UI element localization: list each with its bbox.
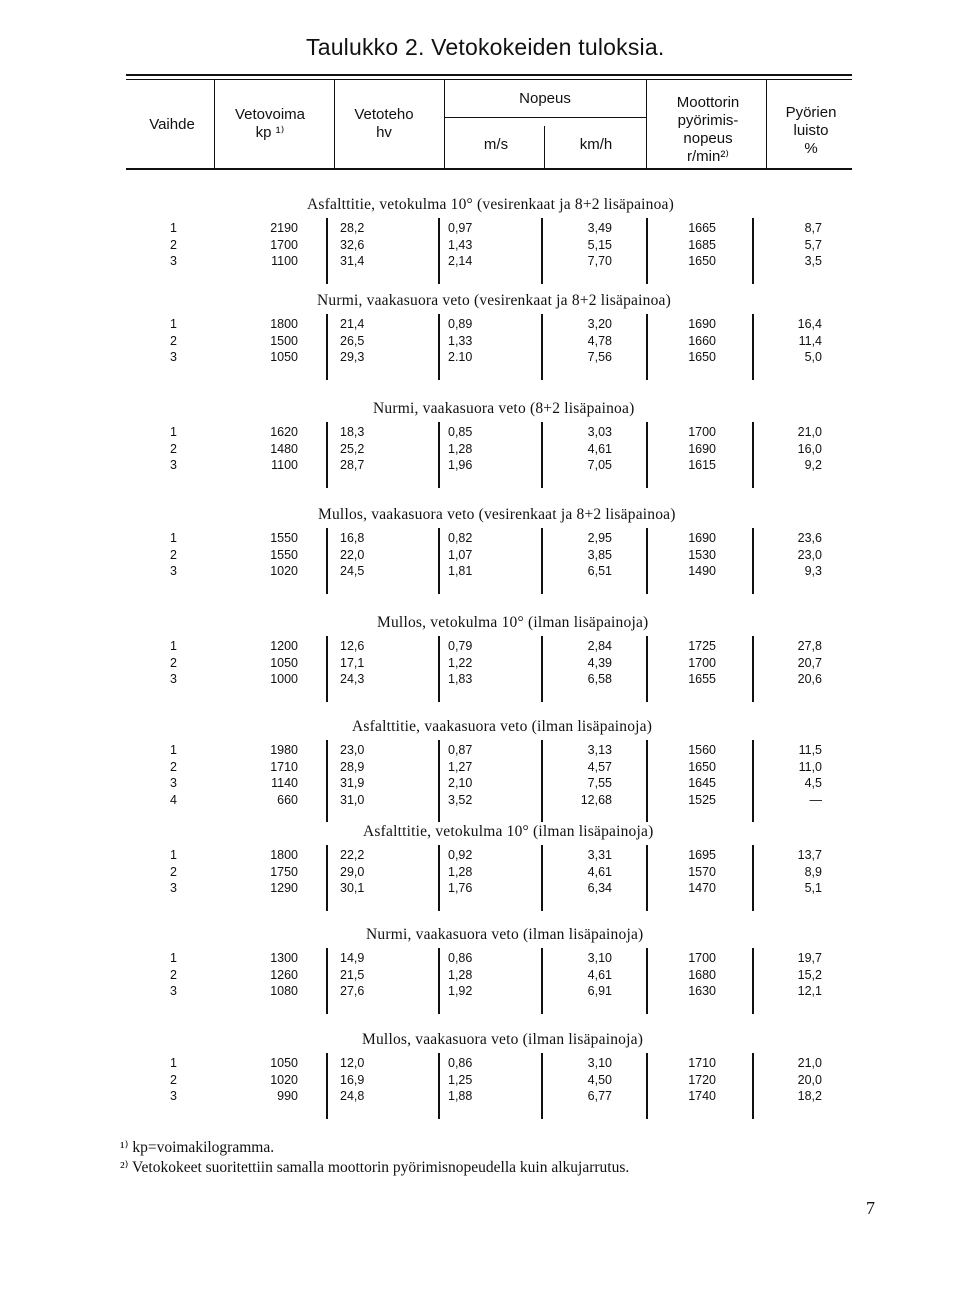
cell-force: 1710 xyxy=(270,759,298,774)
cell-gear: 2 xyxy=(170,1072,177,1087)
cell-power: 14,9 xyxy=(340,951,365,965)
cell-rpm: 1655 xyxy=(688,672,716,687)
cell-gear: 3 xyxy=(170,881,177,896)
cell-rpm: 1700 xyxy=(688,655,716,670)
cell-rpm: 1650 xyxy=(688,254,716,269)
cell-slip: 15,2 xyxy=(797,967,822,982)
cell-power: 16,9 xyxy=(340,1072,365,1087)
cell-ms: 0,85 xyxy=(448,425,473,439)
column-rule xyxy=(438,528,440,594)
cell-power: 29,0 xyxy=(340,864,365,879)
cell-kmh: 6,34 xyxy=(587,881,612,896)
column-rule xyxy=(646,948,648,1014)
cell-force: 1550 xyxy=(270,531,298,545)
cell-ms: 1,28 xyxy=(448,864,473,879)
cell-kmh: 3,49 xyxy=(587,221,612,235)
cell-gear: 3 xyxy=(170,776,177,791)
cell-kmh: 3,10 xyxy=(587,1056,612,1070)
cell-gear: 2 xyxy=(170,547,177,562)
cell-force: 1800 xyxy=(270,848,298,862)
cell-kmh: 7,05 xyxy=(587,458,612,473)
cell-slip: 20,6 xyxy=(797,672,822,687)
cell-gear: 1 xyxy=(170,1056,177,1070)
header-slip-line3: % xyxy=(804,140,818,157)
table-top-rule xyxy=(126,74,852,76)
cell-power: 28,7 xyxy=(340,458,365,473)
cell-slip: 13,7 xyxy=(797,848,822,862)
footnote-2: ²⁾ Vetokokeet suoritettiin samalla moottorin pyörimisnopeudella kuin alkujarrutus. xyxy=(120,1159,630,1176)
cell-ms: 1,28 xyxy=(448,967,473,982)
header-divider xyxy=(766,80,767,168)
cell-gear: 1 xyxy=(170,639,177,653)
section-caption: Mullos, vaakasuora veto (vesirenkaat ja 8+2 lisäpainoa) xyxy=(318,506,676,523)
cell-slip: 11,0 xyxy=(798,759,822,774)
column-rule xyxy=(438,740,440,822)
cell-ms: 1,96 xyxy=(448,458,473,473)
cell-ms: 0,79 xyxy=(448,639,473,653)
cell-gear: 3 xyxy=(170,254,177,269)
column-rule xyxy=(438,1053,440,1119)
cell-force: 1290 xyxy=(270,881,298,896)
cell-ms: 2,14 xyxy=(448,254,473,269)
cell-slip: 8,9 xyxy=(804,864,822,879)
cell-rpm: 1665 xyxy=(688,221,716,235)
column-rule xyxy=(752,1053,754,1119)
section-caption: Nurmi, vaakasuora veto (8+2 lisäpainoa) xyxy=(373,400,635,417)
cell-kmh: 3,20 xyxy=(587,317,612,331)
section-caption: Mullos, vaakasuora veto (ilman lisäpainoja) xyxy=(362,1031,644,1048)
cell-force: 1700 xyxy=(270,237,298,252)
header-power-line2: hv xyxy=(376,124,392,141)
cell-power: 24,8 xyxy=(340,1089,365,1104)
column-rule xyxy=(752,528,754,594)
cell-kmh: 6,91 xyxy=(587,984,612,999)
cell-gear: 2 xyxy=(170,655,177,670)
cell-force: 2190 xyxy=(270,221,298,235)
cell-slip: 16,4 xyxy=(797,317,822,331)
cell-slip: 21,0 xyxy=(797,425,822,439)
cell-kmh: 7,56 xyxy=(587,350,612,365)
cell-ms: 1,25 xyxy=(448,1072,473,1087)
cell-rpm: 1695 xyxy=(688,848,716,862)
cell-slip: 23,6 xyxy=(797,531,822,545)
cell-gear: 1 xyxy=(170,743,177,757)
cell-ms: 0,82 xyxy=(448,531,473,545)
column-rule xyxy=(541,1053,543,1119)
cell-slip: 9,3 xyxy=(804,564,822,579)
cell-slip: 27,8 xyxy=(797,639,822,653)
cell-slip: 23,0 xyxy=(797,547,822,562)
cell-ms: 1,43 xyxy=(448,237,473,252)
cell-gear: 1 xyxy=(170,317,177,331)
cell-ms: 1,88 xyxy=(448,1089,473,1104)
column-rule xyxy=(438,422,440,488)
cell-power: 28,9 xyxy=(340,759,365,774)
cell-power: 28,2 xyxy=(340,221,365,235)
cell-kmh: 4,50 xyxy=(587,1072,612,1087)
cell-rpm: 1690 xyxy=(688,531,716,545)
cell-rpm: 1740 xyxy=(688,1089,716,1104)
cell-force: 1750 xyxy=(270,864,298,879)
cell-ms: 0,97 xyxy=(448,221,473,235)
cell-power: 24,3 xyxy=(340,672,365,687)
cell-power: 18,3 xyxy=(340,425,365,439)
cell-gear: 2 xyxy=(170,759,177,774)
header-gear: Vaihde xyxy=(149,116,195,133)
cell-kmh: 3,31 xyxy=(587,848,612,862)
cell-gear: 3 xyxy=(170,672,177,687)
cell-slip: 4,5 xyxy=(804,776,822,791)
header-force-line2: kp ¹⁾ xyxy=(255,124,285,141)
cell-rpm: 1525 xyxy=(688,792,716,807)
column-rule xyxy=(438,636,440,702)
cell-slip: 11,4 xyxy=(798,333,822,348)
cell-power: 16,8 xyxy=(340,531,365,545)
header-slip-line2: luisto xyxy=(793,122,829,139)
column-rule xyxy=(438,948,440,1014)
column-rule xyxy=(752,636,754,702)
cell-gear: 2 xyxy=(170,237,177,252)
column-rule xyxy=(646,528,648,594)
column-rule xyxy=(646,740,648,822)
cell-kmh: 4,61 xyxy=(587,864,612,879)
column-rule xyxy=(541,636,543,702)
cell-rpm: 1490 xyxy=(688,564,716,579)
cell-power: 26,5 xyxy=(340,333,365,348)
cell-power: 22,0 xyxy=(340,547,365,562)
cell-power: 30,1 xyxy=(340,881,365,896)
cell-slip: 20,7 xyxy=(797,655,822,670)
header-speed-kmh: km/h xyxy=(579,136,613,153)
column-rule xyxy=(646,845,648,911)
cell-kmh: 3,10 xyxy=(587,951,612,965)
cell-force: 1100 xyxy=(271,458,298,473)
cell-ms: 1,83 xyxy=(448,672,473,687)
header-divider xyxy=(334,80,335,168)
cell-gear: 4 xyxy=(170,792,177,807)
column-rule xyxy=(752,740,754,822)
cell-power: 22,2 xyxy=(340,848,365,862)
section-caption: Nurmi, vaakasuora veto (ilman lisäpainoja) xyxy=(366,926,644,943)
cell-force: 1500 xyxy=(270,333,298,348)
column-rule xyxy=(752,314,754,380)
cell-force: 660 xyxy=(277,792,298,807)
header-divider xyxy=(544,126,545,168)
cell-gear: 1 xyxy=(170,531,177,545)
column-rule xyxy=(541,740,543,822)
column-rule xyxy=(326,218,328,284)
cell-rpm: 1530 xyxy=(688,547,716,562)
cell-force: 1800 xyxy=(270,317,298,331)
cell-ms: 2.10 xyxy=(448,350,473,365)
header-power xyxy=(338,106,430,142)
cell-gear: 1 xyxy=(170,425,177,439)
cell-power: 25,2 xyxy=(340,441,365,456)
header-divider xyxy=(214,80,215,168)
cell-kmh: 5,15 xyxy=(587,237,612,252)
table-top-rule-thin xyxy=(126,79,852,80)
cell-kmh: 12,68 xyxy=(580,792,612,807)
header-rpm xyxy=(652,94,764,166)
section-caption: Nurmi, vaakasuora veto (vesirenkaat ja 8+2 lisäpainoa) xyxy=(317,292,671,309)
cell-ms: 1,22 xyxy=(448,655,473,670)
cell-slip: 19,7 xyxy=(797,951,822,965)
cell-ms: 0,86 xyxy=(448,951,473,965)
header-rpm-line2: pyörimis- xyxy=(677,112,739,129)
cell-slip: 21,0 xyxy=(797,1056,822,1070)
cell-rpm: 1680 xyxy=(688,967,716,982)
cell-ms: 0,86 xyxy=(448,1056,473,1070)
cell-force: 1620 xyxy=(270,425,298,439)
cell-kmh: 4,61 xyxy=(587,967,612,982)
cell-force: 1050 xyxy=(270,655,298,670)
cell-ms: 1,27 xyxy=(448,759,473,774)
cell-kmh: 4,57 xyxy=(587,759,612,774)
section-caption: Asfalttitie, vaakasuora veto (ilman lisäpainoja) xyxy=(352,718,653,735)
column-rule xyxy=(646,636,648,702)
cell-power: 32,6 xyxy=(340,237,365,252)
cell-ms: 1,81 xyxy=(448,564,473,579)
column-rule xyxy=(326,740,328,822)
cell-force: 1050 xyxy=(270,1056,298,1070)
cell-kmh: 6,77 xyxy=(587,1089,612,1104)
column-rule xyxy=(326,845,328,911)
cell-ms: 0,89 xyxy=(448,317,473,331)
cell-force: 1080 xyxy=(270,984,298,999)
column-rule xyxy=(326,422,328,488)
cell-kmh: 6,51 xyxy=(587,564,612,579)
cell-gear: 1 xyxy=(170,951,177,965)
cell-rpm: 1650 xyxy=(688,350,716,365)
cell-kmh: 2,84 xyxy=(587,639,612,653)
column-rule xyxy=(541,218,543,284)
cell-ms: 1,28 xyxy=(448,441,473,456)
cell-rpm: 1700 xyxy=(688,951,716,965)
cell-power: 31,9 xyxy=(340,776,365,791)
cell-power: 31,4 xyxy=(340,254,365,269)
footnote-1: ¹⁾ kp=voimakilogramma. xyxy=(120,1139,275,1156)
cell-kmh: 4,61 xyxy=(587,441,612,456)
cell-force: 1100 xyxy=(271,254,298,269)
header-divider xyxy=(444,80,445,168)
cell-kmh: 6,58 xyxy=(587,672,612,687)
header-rpm-line1: Moottorin xyxy=(676,94,740,111)
header-slip-line1: Pyörien xyxy=(785,104,837,121)
cell-gear: 1 xyxy=(170,848,177,862)
cell-power: 27,6 xyxy=(340,984,365,999)
cell-slip: 8,7 xyxy=(804,221,822,235)
section-caption: Asfalttitie, vetokulma 10° (vesirenkaat ja 8+2 lisäpainoa) xyxy=(307,196,675,213)
column-rule xyxy=(541,314,543,380)
cell-rpm: 1560 xyxy=(688,743,716,757)
cell-slip: 5,1 xyxy=(804,881,822,896)
cell-force: 1000 xyxy=(270,672,298,687)
column-rule xyxy=(438,218,440,284)
column-rule xyxy=(752,845,754,911)
column-rule xyxy=(541,422,543,488)
cell-kmh: 3,03 xyxy=(587,425,612,439)
column-rule xyxy=(646,314,648,380)
column-rule xyxy=(326,314,328,380)
column-rule xyxy=(438,314,440,380)
cell-slip: 11,5 xyxy=(798,743,822,757)
cell-rpm: 1570 xyxy=(688,864,716,879)
cell-rpm: 1615 xyxy=(688,458,716,473)
cell-slip: 18,2 xyxy=(797,1089,822,1104)
cell-gear: 3 xyxy=(170,984,177,999)
cell-power: 24,5 xyxy=(340,564,365,579)
cell-ms: 1,33 xyxy=(448,333,473,348)
column-rule xyxy=(646,1053,648,1119)
header-divider xyxy=(646,80,647,168)
cell-rpm: 1725 xyxy=(688,639,716,653)
cell-kmh: 2,95 xyxy=(587,531,612,545)
cell-power: 12,0 xyxy=(340,1056,365,1070)
header-force-line1: Vetovoima xyxy=(234,106,306,123)
column-rule xyxy=(752,422,754,488)
cell-slip: 3,5 xyxy=(804,254,822,269)
column-rule xyxy=(646,422,648,488)
column-rule xyxy=(438,845,440,911)
column-rule xyxy=(541,528,543,594)
cell-force: 1050 xyxy=(270,350,298,365)
cell-gear: 3 xyxy=(170,350,177,365)
page-number: 7 xyxy=(866,1198,875,1218)
column-rule xyxy=(326,1053,328,1119)
cell-rpm: 1720 xyxy=(688,1072,716,1087)
cell-force: 1020 xyxy=(270,564,298,579)
cell-force: 1200 xyxy=(270,639,298,653)
cell-kmh: 7,70 xyxy=(587,254,612,269)
cell-force: 1140 xyxy=(271,776,298,791)
header-power-line1: Vetoteho xyxy=(354,106,414,123)
cell-slip: 16,0 xyxy=(797,441,822,456)
cell-gear: 3 xyxy=(170,1089,177,1104)
cell-rpm: 1650 xyxy=(688,759,716,774)
column-rule xyxy=(326,948,328,1014)
column-rule xyxy=(752,948,754,1014)
cell-kmh: 4,78 xyxy=(587,333,612,348)
cell-rpm: 1470 xyxy=(688,881,716,896)
cell-force: 990 xyxy=(277,1089,298,1104)
column-rule xyxy=(752,218,754,284)
cell-ms: 0,87 xyxy=(448,743,473,757)
cell-gear: 2 xyxy=(170,333,177,348)
cell-power: 21,4 xyxy=(340,317,365,331)
column-rule xyxy=(541,845,543,911)
header-force xyxy=(222,106,318,142)
cell-slip: — xyxy=(809,792,822,807)
cell-power: 12,6 xyxy=(340,639,365,653)
cell-force: 1480 xyxy=(270,441,298,456)
column-rule xyxy=(541,948,543,1014)
cell-gear: 2 xyxy=(170,864,177,879)
cell-rpm: 1630 xyxy=(688,984,716,999)
column-rule xyxy=(326,528,328,594)
cell-gear: 3 xyxy=(170,564,177,579)
column-rule xyxy=(646,218,648,284)
cell-ms: 1,92 xyxy=(448,984,473,999)
cell-force: 1550 xyxy=(270,547,298,562)
cell-kmh: 3,85 xyxy=(587,547,612,562)
cell-rpm: 1710 xyxy=(688,1056,716,1070)
cell-slip: 5,7 xyxy=(804,237,822,252)
cell-slip: 12,1 xyxy=(797,984,822,999)
cell-force: 1260 xyxy=(270,967,298,982)
header-rpm-line3: nopeus xyxy=(683,130,733,147)
cell-gear: 3 xyxy=(170,458,177,473)
cell-gear: 2 xyxy=(170,967,177,982)
cell-force: 1980 xyxy=(270,743,298,757)
cell-slip: 20,0 xyxy=(797,1072,822,1087)
cell-kmh: 4,39 xyxy=(587,655,612,670)
cell-power: 29,3 xyxy=(340,350,365,365)
cell-slip: 5,0 xyxy=(804,350,822,365)
header-speed-rule xyxy=(444,117,646,118)
cell-gear: 1 xyxy=(170,221,177,235)
cell-gear: 2 xyxy=(170,441,177,456)
cell-force: 1020 xyxy=(270,1072,298,1087)
cell-rpm: 1660 xyxy=(688,333,716,348)
cell-rpm: 1700 xyxy=(688,425,716,439)
cell-kmh: 7,55 xyxy=(587,776,612,791)
cell-ms: 3,52 xyxy=(448,792,473,807)
column-rule xyxy=(326,636,328,702)
cell-ms: 1,07 xyxy=(448,547,473,562)
header-rpm-line4: r/min²⁾ xyxy=(686,148,729,165)
cell-rpm: 1685 xyxy=(688,237,716,252)
cell-rpm: 1690 xyxy=(688,317,716,331)
cell-slip: 9,2 xyxy=(804,458,822,473)
cell-ms: 1,76 xyxy=(448,881,473,896)
cell-power: 21,5 xyxy=(340,967,365,982)
cell-force: 1300 xyxy=(270,951,298,965)
section-caption: Asfalttitie, vetokulma 10° (ilman lisäpainoja) xyxy=(363,823,654,840)
header-slip xyxy=(770,104,852,158)
cell-ms: 0,92 xyxy=(448,848,473,862)
cell-ms: 2,10 xyxy=(448,776,473,791)
section-caption: Mullos, vetokulma 10° (ilman lisäpainoja) xyxy=(377,614,649,631)
cell-kmh: 3,13 xyxy=(587,743,612,757)
table-header-bottom-rule xyxy=(126,168,852,170)
cell-power: 31,0 xyxy=(340,792,365,807)
cell-rpm: 1690 xyxy=(688,441,716,456)
cell-power: 23,0 xyxy=(340,743,365,757)
cell-power: 17,1 xyxy=(340,655,365,670)
page-title: Taulukko 2. Vetokokeiden tuloksia. xyxy=(306,34,665,60)
header-speed: Nopeus xyxy=(519,90,571,107)
header-speed-ms: m/s xyxy=(483,136,509,153)
cell-rpm: 1645 xyxy=(688,776,716,791)
